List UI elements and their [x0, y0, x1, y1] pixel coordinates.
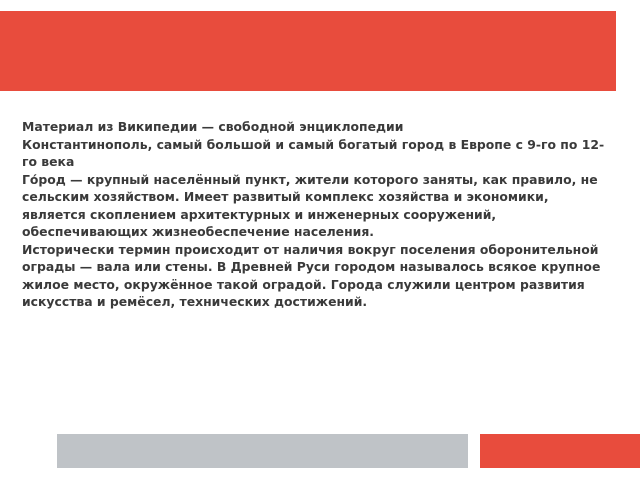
image-caption: Константинополь, самый большой и самый богатый город в Европе с 9-го по 12-го века: [22, 136, 605, 169]
slide-content: [22, 118, 614, 311]
footer-red-bar: [480, 434, 640, 468]
top-banner: [0, 11, 616, 91]
footer-gray-bar: [57, 434, 468, 468]
history-paragraph: Исторически термин происходит от наличия вокруг поселения оборонительной ограды — вала или стены. В Древней Руси городом называлось всякое крупное жилое место, окружённое такой оградой. Города служили центром развития искусства и ремёсел, технических достижений.: [22, 241, 601, 309]
definition-paragraph: Го́род — крупный населённый пункт, жители которого заняты, как правило, не сельским хозяйством. Имеет развитый комплекс хозяйства и экономики, является скоплением архитектурных и инженерных сооружений, обеспечивающих жизнеобеспечение населения.: [22, 171, 598, 239]
source-line: Материал из Википедии — свободной энциклопедии: [22, 119, 404, 134]
